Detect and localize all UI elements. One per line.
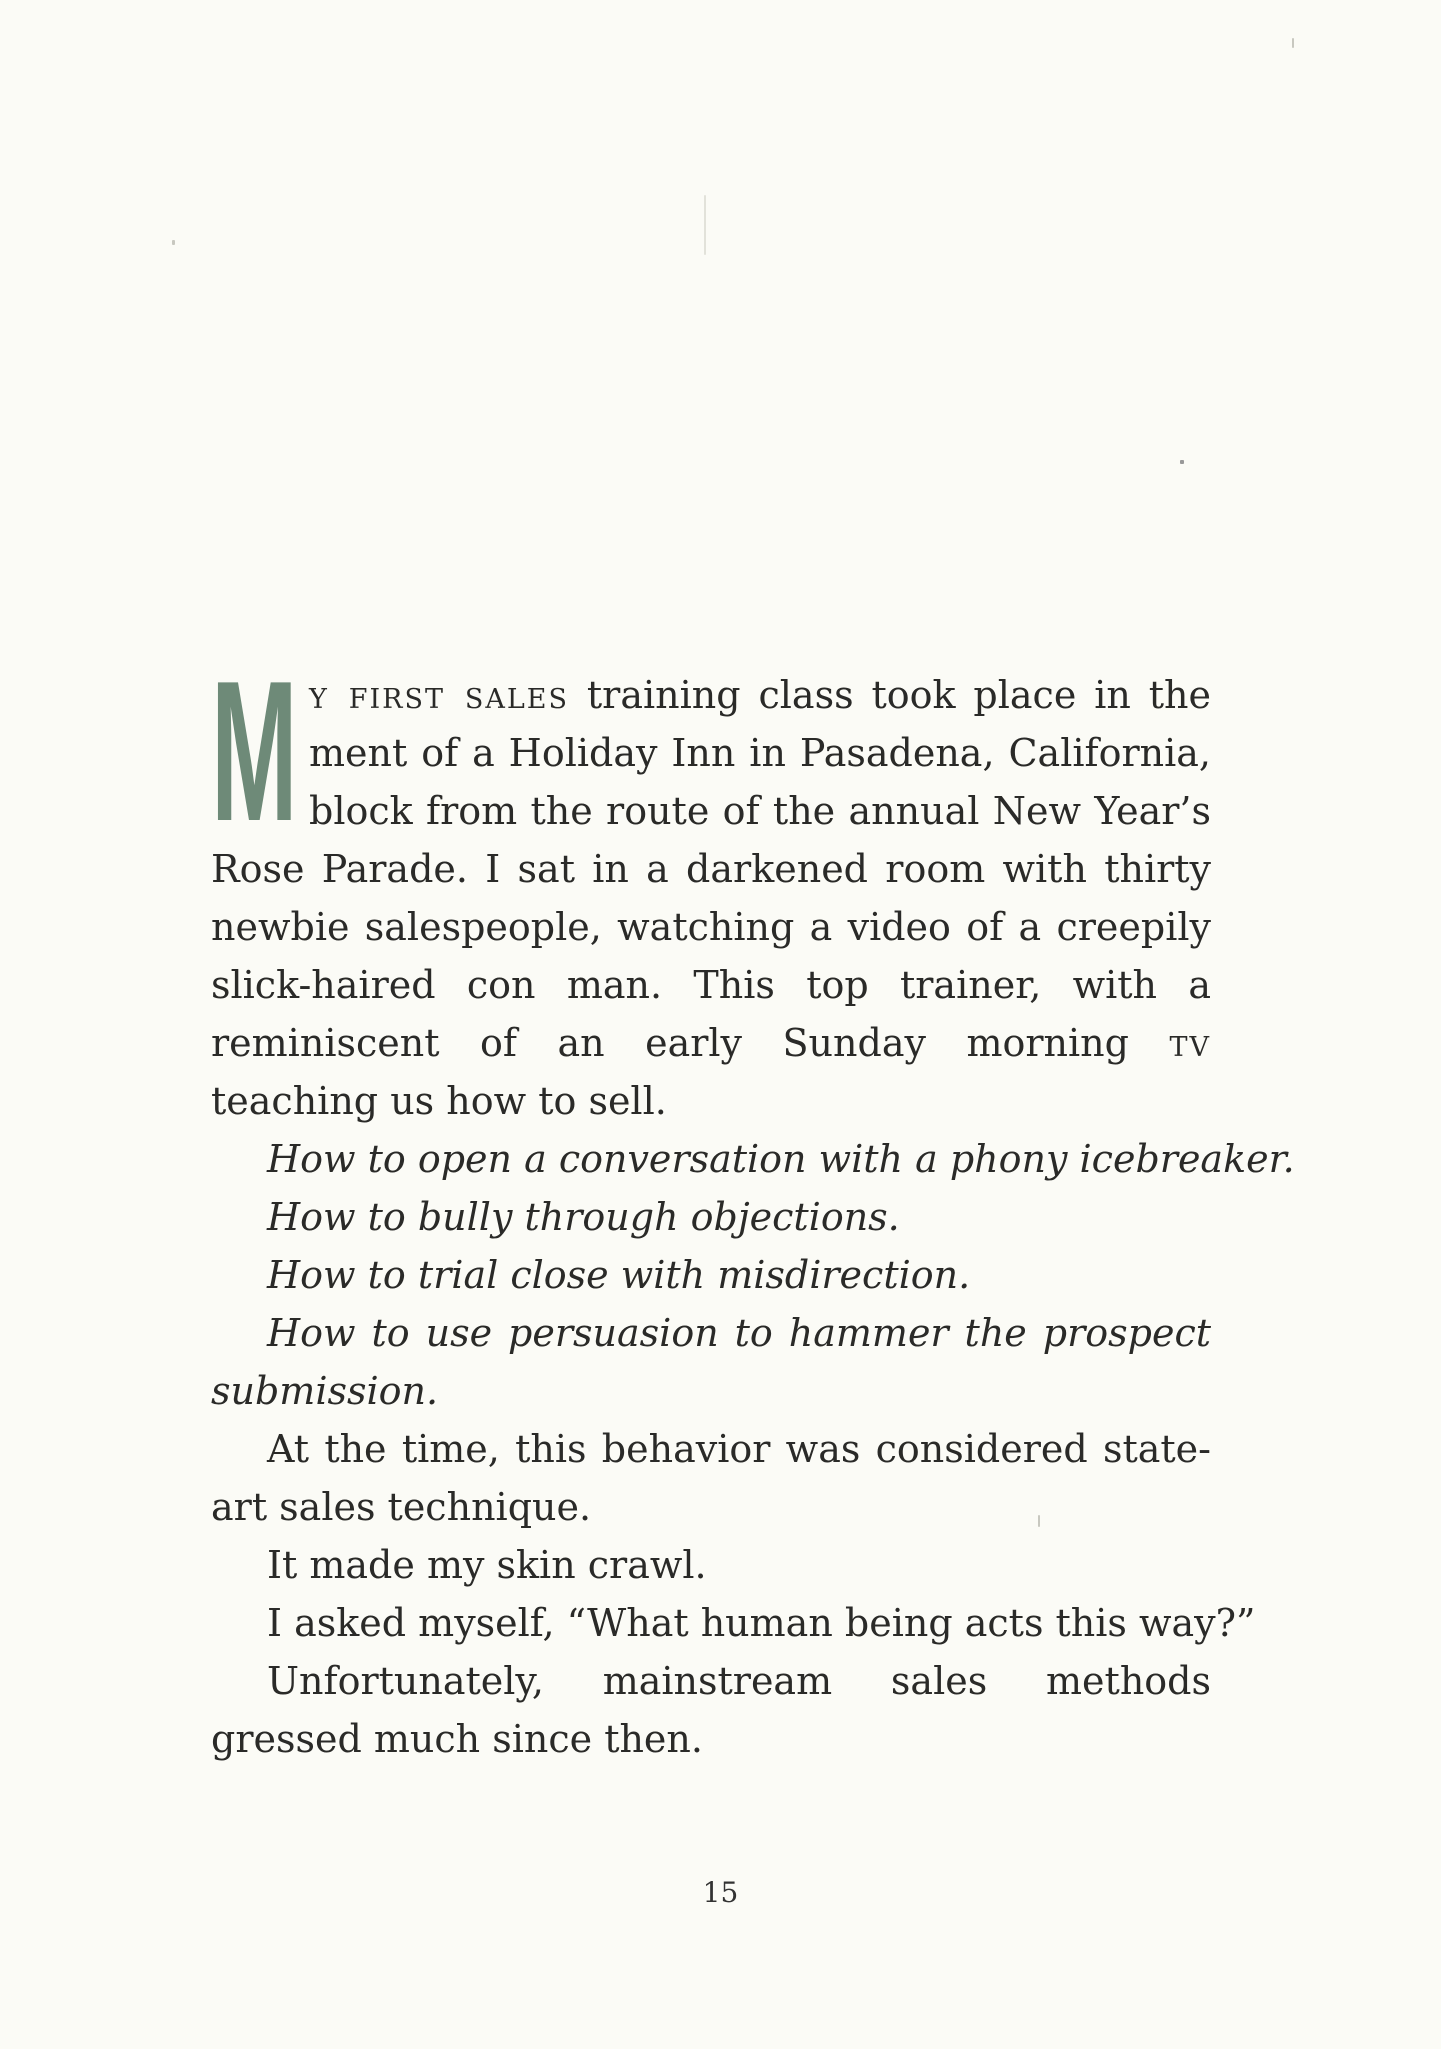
text-line: slick-haired con man. This top trainer, with a <box>211 963 1211 1007</box>
text-line: ment of a Holiday Inn in Pasadena, California, <box>309 731 1211 775</box>
text-line: teaching us how to sell. <box>211 1079 667 1123</box>
text-line: art sales technique. <box>211 1485 592 1529</box>
text-line: It made my skin crawl. <box>267 1543 707 1587</box>
page-number: 15 <box>702 1876 739 1909</box>
small-caps-tv: tv <box>1169 1021 1211 1065</box>
scan-speck <box>1292 38 1294 48</box>
text-line: At the time, this behavior was considered state- <box>267 1427 1211 1471</box>
text-line: Unfortunately, mainstream sales methods <box>267 1659 1211 1703</box>
scan-speck <box>704 195 706 255</box>
small-caps-lead: y first sales <box>309 673 569 717</box>
italic-line: submission. <box>211 1369 439 1413</box>
text-line: gressed much since then. <box>211 1717 703 1761</box>
italic-line: How to trial close with misdirection. <box>267 1253 971 1297</box>
text-line: reminiscent of an early Sunday morning tv <box>211 1021 1211 1065</box>
drop-cap: M <box>211 640 298 863</box>
italic-line: How to open a conversation with a phony icebreaker. <box>267 1137 1295 1181</box>
text-line: y first sales training class took place in the <box>309 673 1211 717</box>
scan-speck <box>172 240 175 245</box>
text-line: I asked myself, “What human being acts this way?” <box>267 1601 1256 1645</box>
italic-line: How to use persuasion to hammer the prospect <box>267 1311 1211 1355</box>
italic-line: How to bully through objections. <box>267 1195 900 1239</box>
scan-speck <box>1180 460 1184 464</box>
text-line: Rose Parade. I sat in a darkened room with thirty <box>211 847 1211 891</box>
text-line: block from the route of the annual New Year’s <box>309 789 1211 833</box>
body-text <box>211 640 1295 1768</box>
text-line: newbie salespeople, watching a video of a creepily <box>211 905 1211 949</box>
